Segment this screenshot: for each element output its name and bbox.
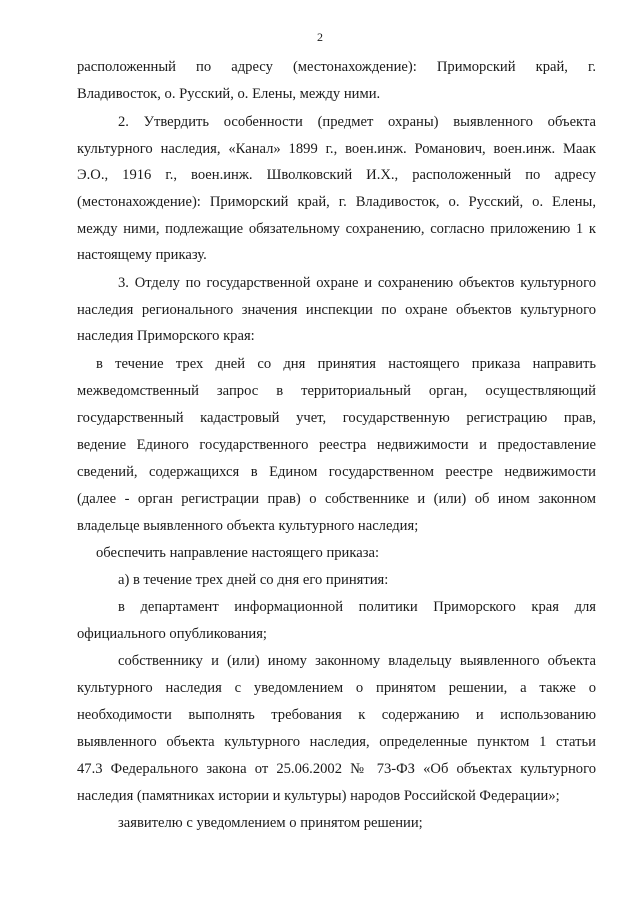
text-line: в течение трех дней со дня принятия настоящего приказа направить xyxy=(96,356,596,372)
text-line: расположенный по адресу (местонахождение): Приморский край, г. xyxy=(77,59,596,75)
text-line: обеспечить направление настоящего приказа: xyxy=(96,545,380,561)
text-line: собственнику и (или) иному законному владельцу выявленного объекта xyxy=(118,653,596,669)
text-line: государственный кадастровый учет, государственную регистрацию прав, xyxy=(77,410,596,426)
text-line: наследия (памятниках истории и культуры) народов Российской Федерации»; xyxy=(77,788,560,804)
text-line: культурного наследия, «Канал» 1899 г., воен.инж. Романович, воен.инж. Маак xyxy=(77,141,596,157)
text-line: 3. Отделу по государственной охране и сохранению объектов культурного xyxy=(118,275,596,291)
text-line: ведение Единого государственного реестра недвижимости и предоставление xyxy=(77,437,596,453)
text-line: Владивосток, о. Русский, о. Елены, между ними. xyxy=(77,86,381,102)
text-line: наследия регионального значения инспекции по охране объектов культурного xyxy=(77,302,596,318)
text-line: (далее - орган регистрации прав) о собственнике и (или) об ином законном xyxy=(77,491,596,507)
text-line: сведений, содержащихся в Едином государственном реестре недвижимости xyxy=(77,464,596,480)
text-line: 2. Утвердить особенности (предмет охраны) выявленного объекта xyxy=(118,114,596,130)
text-line: официального опубликования; xyxy=(77,626,267,642)
text-line: культурного наследия с уведомлением о принятом решении, а также о xyxy=(77,680,596,696)
text-line: выявленного объекта культурного наследия, определенные пунктом 1 статьи xyxy=(77,734,596,750)
text-line: настоящему приказу. xyxy=(77,247,207,263)
text-line: а) в течение трех дней со дня его принятия: xyxy=(118,572,389,588)
text-line: Э.О., 1916 г., воен.инж. Шволковский И.Х., расположенный по адресу xyxy=(77,167,596,183)
page-number: 2 xyxy=(317,30,323,44)
text-line: между ними, подлежащие обязательному сохранению, согласно приложению 1 к xyxy=(77,221,596,237)
text-line: 47.3 Федерального закона от 25.06.2002 № 73-ФЗ «Об объектах культурного xyxy=(77,761,596,777)
text-line: наследия Приморского края: xyxy=(77,328,255,344)
text-line: межведомственный запрос в территориальный орган, осуществляющий xyxy=(77,383,596,399)
text-line: (местонахождение): Приморский край, г. Владивосток, о. Русский, о. Елены, xyxy=(77,194,596,210)
text-line: необходимости выполнять требования к содержанию и использованию xyxy=(77,707,596,723)
text-line: владельце выявленного объекта культурного наследия; xyxy=(77,518,419,534)
text-line: заявителю с уведомлением о принятом решении; xyxy=(118,815,423,831)
text-line: в департамент информационной политики Приморского края для xyxy=(118,599,596,615)
